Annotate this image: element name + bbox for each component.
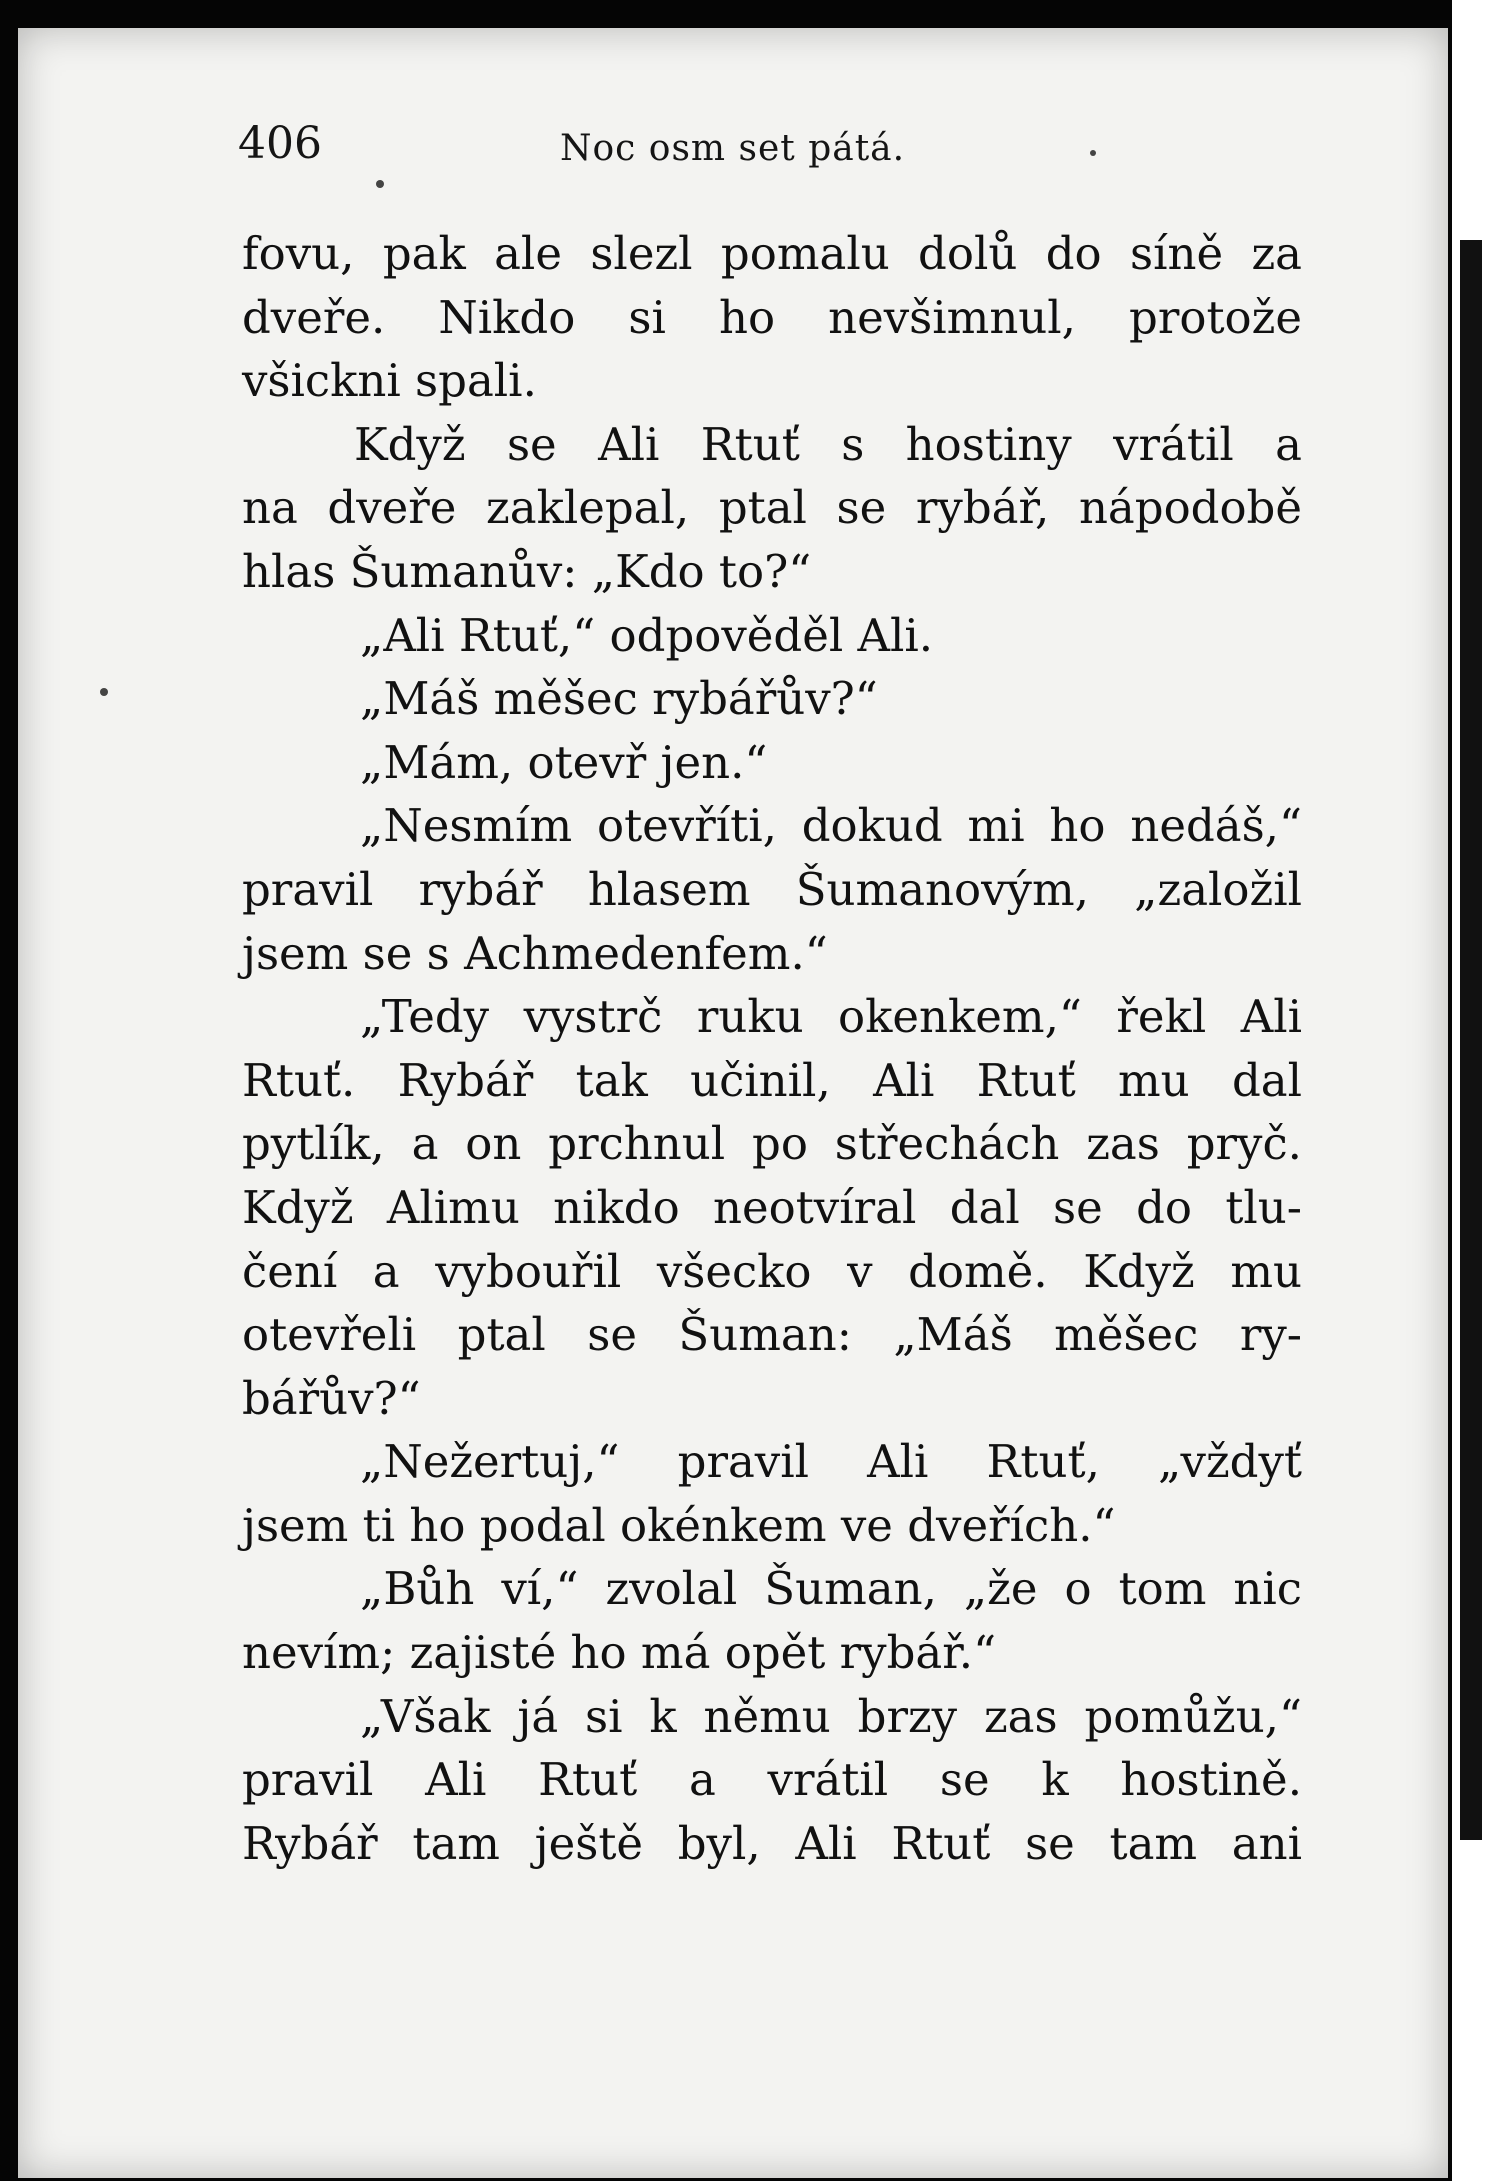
text-line: „Ali Rtuť,“ odpověděl Ali. [360, 608, 934, 662]
text-line: bářův?“ [242, 1371, 421, 1425]
text-line: „Nesmím otevříti, dokud mi ho nedáš,“ [360, 799, 1302, 853]
ink-speck [100, 688, 108, 696]
running-title: Noc osm set pátá. [560, 128, 906, 169]
page-number: 406 [238, 118, 322, 169]
text-line: jsem se s Achmedenfem.“ [242, 926, 828, 980]
text-line: „Nežertuj,“ pravil Ali Rtuť, „vždyť [360, 1435, 1302, 1489]
text-line: „Mám, otevř jen.“ [360, 735, 768, 789]
text-line: nevím; zajisté ho má opět rybář.“ [242, 1626, 997, 1680]
text-line: „Však já si k němu brzy zas pomůžu,“ [360, 1689, 1302, 1743]
text-line: „Máš měšec rybářův?“ [360, 672, 878, 726]
running-head [238, 118, 1298, 178]
text-line: čení a vybouřil všecko v domě. Když mu [242, 1244, 1302, 1298]
text-line: „Tedy vystrč ruku okenkem,“ řekl Ali [360, 990, 1302, 1044]
scan-edge-strip [1452, 0, 1506, 2181]
text-line: otevřeli ptal se Šuman: „Máš měšec ry- [242, 1308, 1302, 1362]
text-line: pravil Ali Rtuť a vrátil se k hostině. [242, 1753, 1302, 1807]
text-line: Když se Ali Rtuť s hostiny vrátil a [354, 417, 1302, 471]
text-line: pravil rybář hlasem Šumanovým, „založil [242, 862, 1302, 916]
text-line: všickni spali. [242, 354, 537, 408]
text-line: jsem ti ho podal okénkem ve dveřích.“ [242, 1498, 1116, 1552]
text-line: Když Alimu nikdo neotvíral dal se do tlu- [242, 1180, 1302, 1234]
text-line: fovu, pak ale slezl pomalu dolů do síně za [242, 227, 1302, 280]
text-line: pytlík, a on prchnul po střechách zas pryč. [242, 1117, 1302, 1171]
text-line: dveře. Nikdo si ho nevšimnul, protože [242, 290, 1302, 344]
text-line: Rtuť. Rybář tak učinil, Ali Rtuť mu dal [242, 1053, 1302, 1107]
ink-speck [1090, 150, 1096, 156]
text-line: na dveře zaklepal, ptal se rybář, nápodobě [242, 481, 1302, 535]
scan-edge-bar [1460, 240, 1482, 1840]
text-line: hlas Šumanův: „Kdo to?“ [242, 544, 812, 598]
text-line: Rybář tam ještě byl, Ali Rtuť se tam ani [242, 1816, 1302, 1870]
body-text [242, 222, 1302, 1875]
ink-speck [376, 180, 384, 188]
text-line: „Bůh ví,“ zvolal Šuman, „že o tom nic [360, 1562, 1302, 1616]
